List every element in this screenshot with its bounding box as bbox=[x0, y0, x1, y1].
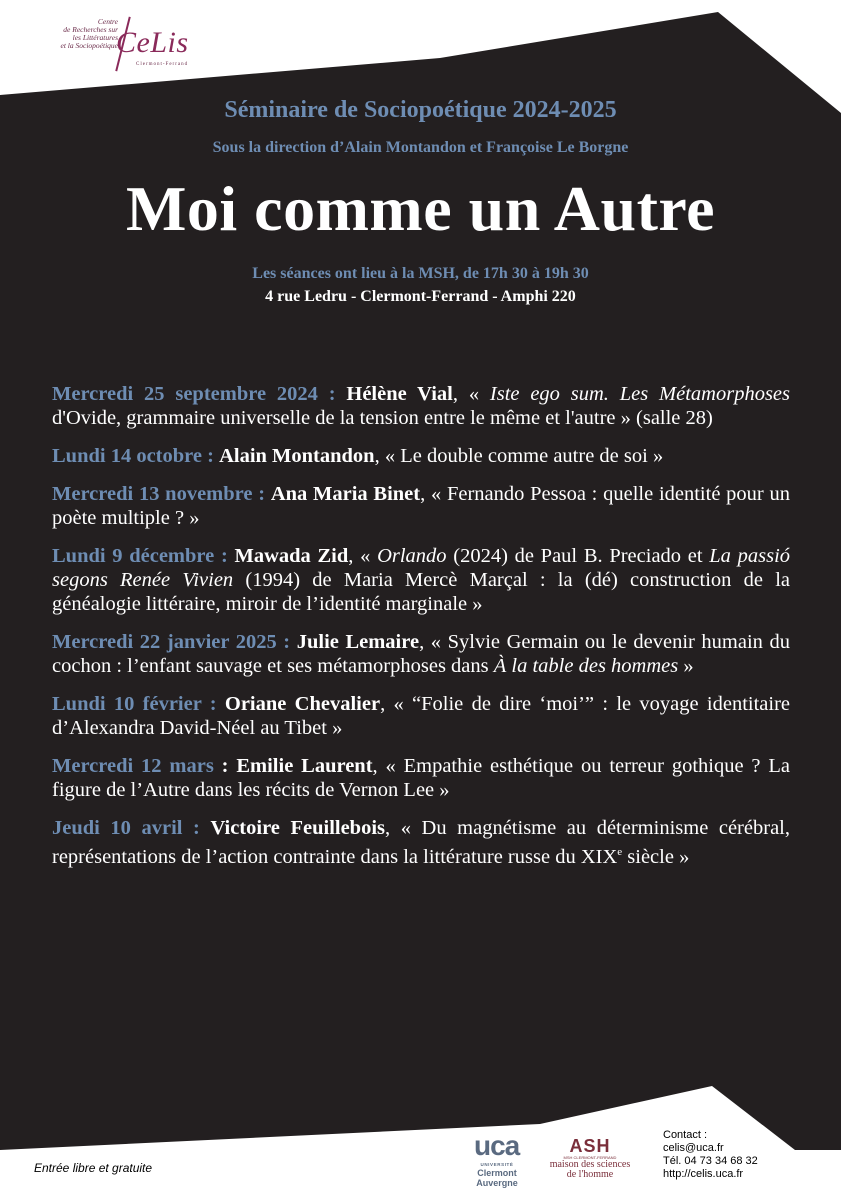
session-entry bbox=[52, 754, 790, 802]
logo-small-text bbox=[40, 18, 118, 50]
session-entry bbox=[52, 382, 790, 430]
free-entry-note: Entrée libre et gratuite bbox=[34, 1161, 153, 1175]
msh-name: de l'homme bbox=[566, 1169, 614, 1180]
address-line: 4 rue Ledru - Clermont-Ferrand - Amphi 220 bbox=[265, 288, 576, 305]
session-speaker: Oriane Chevalier bbox=[224, 693, 381, 715]
session-speaker: Victoire Feuillebois bbox=[210, 817, 386, 839]
uca-mark: uca bbox=[474, 1130, 520, 1161]
session-entry bbox=[52, 544, 790, 616]
session-text: , « Du magnétisme au déterminisme cérébral, représentations de l’action contrainte dans la littérature russe du XIX bbox=[52, 817, 790, 868]
msh-name: maison des sciences bbox=[549, 1159, 631, 1170]
seminar-heading: Séminaire de Sociopoétique 2024-2025 bbox=[224, 97, 617, 123]
session-text: (2024) de Paul B. Preciado et bbox=[446, 545, 710, 567]
session-speaker: Mawada Zid bbox=[234, 545, 349, 567]
session-text: , « Sylvie Germain ou le devenir humain du cochon : l’enfant sauvage et ses métamorphoses dans bbox=[52, 631, 791, 677]
session-speaker: Hélène Vial bbox=[346, 383, 453, 405]
schedule-line: Les séances ont lieu à la MSH, de 17h 30 à 19h 30 bbox=[252, 265, 589, 282]
session-date: Mercredi 22 janvier 2025 : bbox=[52, 631, 291, 653]
session-date: Lundi 14 octobre : bbox=[52, 445, 214, 467]
session-title-italic: La passió segons Renée Vivien bbox=[52, 545, 791, 591]
session-date: Mercredi 13 novembre : bbox=[52, 483, 266, 505]
msh-mark: ASH bbox=[569, 1136, 611, 1156]
session-text: , « bbox=[452, 383, 490, 405]
logo-line: et la Sociopoétique bbox=[60, 41, 118, 50]
logo-subtitle: Clermont-Ferrand bbox=[136, 62, 189, 67]
uca-line: Clermont bbox=[477, 1168, 517, 1178]
session-text: , « Empathie esthétique ou terreur gothique ? La figure de l’Autre dans les récits de Vernon Lee » bbox=[52, 755, 790, 801]
session-speaker: : Emilie Laurent bbox=[221, 755, 373, 777]
session-entry bbox=[52, 630, 790, 678]
msh-small-text: MSH CLERMONT-FERRAND bbox=[563, 1155, 617, 1160]
session-text: , « Le double comme autre de soi » bbox=[374, 445, 664, 467]
session-date: Mercredi 12 mars bbox=[52, 755, 214, 777]
session-text: siècle » bbox=[622, 845, 690, 868]
celis-logo bbox=[40, 10, 190, 80]
session-entry bbox=[52, 482, 790, 530]
page-title: Moi comme un Autre bbox=[125, 173, 716, 244]
session-speaker: Alain Montandon bbox=[219, 445, 375, 467]
logo-wordmark: CeLis bbox=[116, 26, 189, 59]
logo-line: Centre bbox=[97, 17, 118, 26]
contact-phone: Tél. 04 73 34 68 32 bbox=[663, 1155, 758, 1167]
session-text: » bbox=[678, 655, 694, 677]
uca-logo bbox=[466, 1130, 526, 1186]
contact-email[interactable]: celis@uca.fr bbox=[663, 1142, 724, 1154]
contact-label: Contact : bbox=[663, 1129, 708, 1141]
session-date: Lundi 10 février : bbox=[52, 693, 217, 715]
session-text: , « bbox=[348, 545, 378, 567]
session-speaker: Julie Lemaire bbox=[296, 631, 420, 653]
session-text: d'Ovide, grammaire universelle de la tension entre le même et l'autre » (salle 28) bbox=[52, 407, 713, 429]
session-title-italic: Iste ego sum. Les Métamorphoses bbox=[489, 383, 790, 405]
direction-line: Sous la direction d’Alain Montandon et Françoise Le Borgne bbox=[212, 139, 629, 156]
session-date: Mercredi 25 septembre 2024 : bbox=[52, 383, 336, 405]
logo-line: les Littératures bbox=[72, 33, 118, 42]
session-title-italic: Orlando bbox=[377, 545, 447, 567]
sessions-list bbox=[52, 382, 790, 883]
session-text: , « “Folie de dire ‘moi’” : le voyage identitaire d’Alexandra David-Néel au Tibet » bbox=[52, 693, 790, 739]
session-entry bbox=[52, 692, 790, 740]
contact-block bbox=[663, 1129, 758, 1181]
session-text: e bbox=[617, 846, 623, 858]
uca-line: Auvergne bbox=[476, 1178, 518, 1188]
session-text: , « Fernando Pessoa : quelle identité pour un poète multiple ? » bbox=[52, 483, 790, 529]
msh-logo bbox=[540, 1136, 640, 1186]
contact-website[interactable]: http://celis.uca.fr bbox=[663, 1168, 744, 1180]
uca-line: UNIVERSITÉ bbox=[480, 1162, 514, 1167]
session-title-italic: À la table des hommes bbox=[493, 655, 679, 677]
session-date: Jeudi 10 avril : bbox=[52, 817, 200, 839]
session-text: (1994) de Maria Mercè Marçal : la (dé) construction de la généalogie littéraire, miroir de l’identité marginale » bbox=[52, 569, 790, 615]
session-date: Lundi 9 décembre : bbox=[52, 545, 228, 567]
session-speaker: Ana Maria Binet bbox=[270, 483, 421, 505]
session-entry bbox=[52, 816, 790, 869]
session-entry bbox=[52, 444, 790, 468]
logo-line: de Recherches sur bbox=[63, 25, 118, 34]
